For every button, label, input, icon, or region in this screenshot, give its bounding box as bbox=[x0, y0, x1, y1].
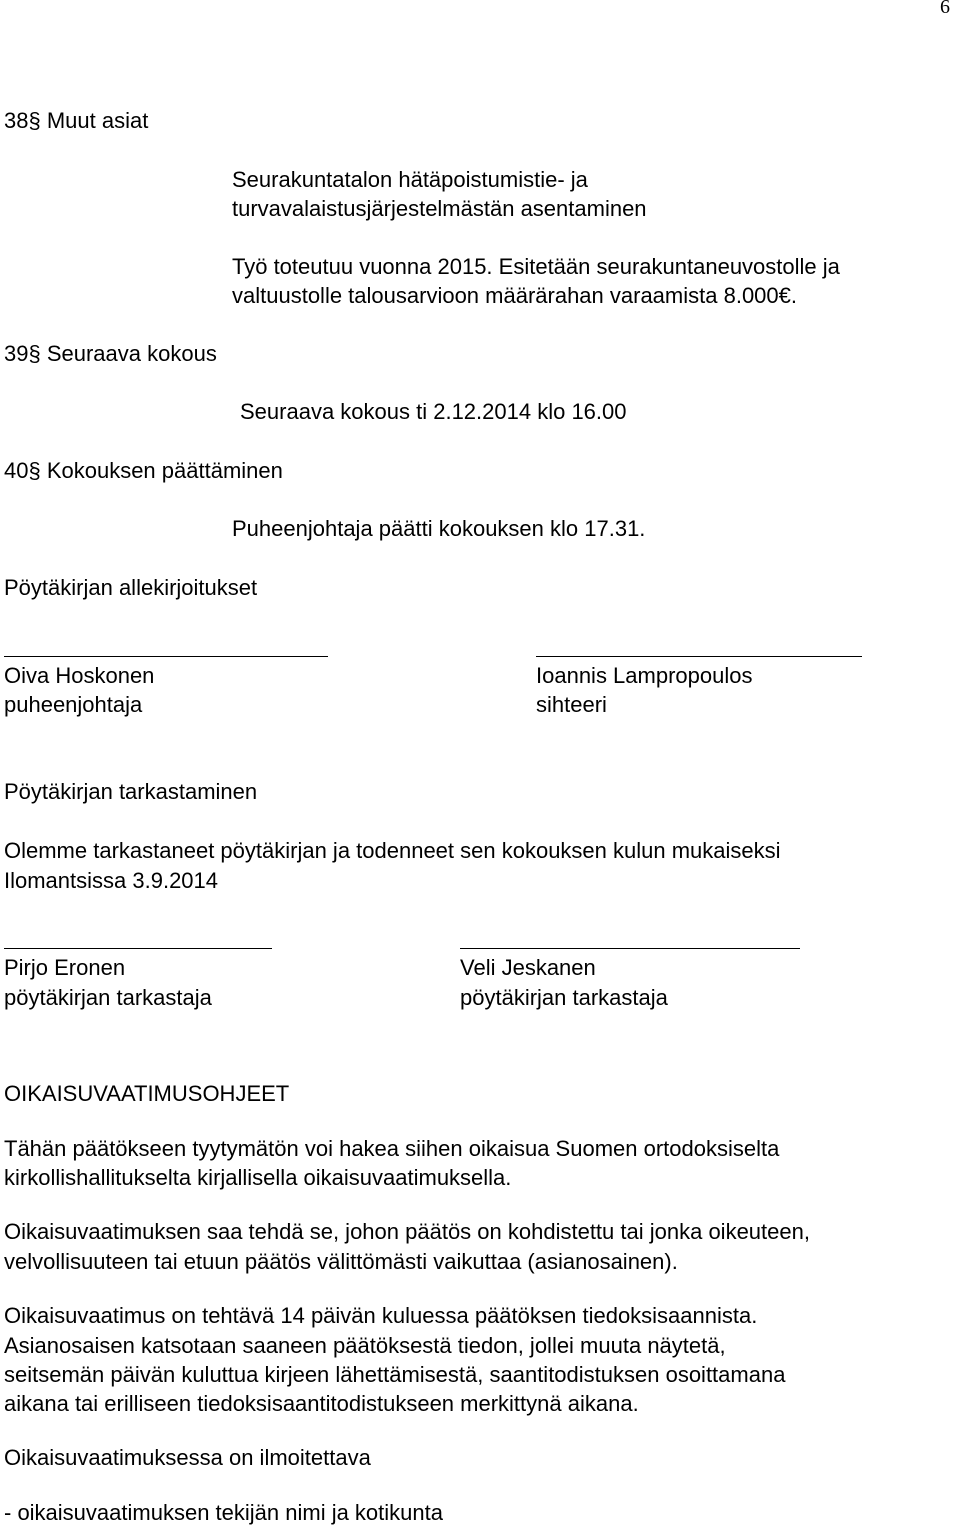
section-38-text-line2: valtuustolle talousarvioon määrärahan varaamista 8.000€. bbox=[232, 283, 797, 308]
appeal-paragraph-1: Tähän päätökseen tyytymätön voi hakea siihen oikaisua Suomen ortodoksiselta bbox=[4, 1136, 780, 1161]
appeal-paragraph-4: Oikaisuvaatimuksessa on ilmoitettava bbox=[4, 1445, 371, 1470]
review-place-date: Ilomantsissa 3.9.2014 bbox=[4, 868, 219, 893]
chair-name: Oiva Hoskonen bbox=[4, 663, 155, 688]
section-38-heading: 38§ Muut asiat bbox=[4, 108, 149, 133]
appeal-heading: OIKAISUVAATIMUSOHJEET bbox=[4, 1081, 290, 1106]
section-38-text: Työ toteutuu vuonna 2015. Esitetään seurakuntaneuvostolle ja bbox=[232, 254, 840, 279]
appeal-paragraph-3-line2: Asianosaisen katsotaan saaneen päätöksestä tiedon, jollei muuta näytetä, bbox=[4, 1333, 726, 1358]
signature-line-reviewer-1 bbox=[4, 948, 272, 949]
chair-role: puheenjohtaja bbox=[4, 692, 143, 717]
reviewer-2-name: Veli Jeskanen bbox=[460, 955, 596, 980]
signature-line-secretary bbox=[536, 656, 862, 657]
reviewer-1-role: pöytäkirjan tarkastaja bbox=[4, 985, 212, 1010]
signature-line-chair bbox=[4, 656, 328, 657]
secretary-role: sihteeri bbox=[536, 692, 607, 717]
section-40-text: Puheenjohtaja päätti kokouksen klo 17.31. bbox=[232, 516, 646, 541]
reviewer-2-role: pöytäkirjan tarkastaja bbox=[460, 985, 668, 1010]
section-40-heading: 40§ Kokouksen päättäminen bbox=[4, 458, 283, 483]
section-38-subject: Seurakuntatalon hätäpoistumistie- ja bbox=[232, 167, 588, 192]
appeal-paragraph-3-line3: seitsemän päivän kuluttua kirjeen lähettämisestä, saantitodistuksen osoittamana bbox=[4, 1362, 786, 1387]
appeal-paragraph-3-line4: aikana tai erilliseen tiedoksisaantitodistukseen merkittynä aikana. bbox=[4, 1391, 639, 1416]
section-39-text: Seuraava kokous ti 2.12.2014 klo 16.00 bbox=[240, 399, 627, 424]
page-number: 6 bbox=[940, 0, 950, 18]
review-heading: Pöytäkirjan tarkastaminen bbox=[4, 779, 258, 804]
appeal-paragraph-1-line2: kirkollishallitukselta kirjallisella oikaisuvaatimuksella. bbox=[4, 1165, 512, 1190]
signatures-heading: Pöytäkirjan allekirjoitukset bbox=[4, 575, 258, 600]
appeal-paragraph-3: Oikaisuvaatimus on tehtävä 14 päivän kuluessa päätöksen tiedoksisaannista. bbox=[4, 1303, 758, 1328]
reviewer-1-name: Pirjo Eronen bbox=[4, 955, 126, 980]
secretary-name: Ioannis Lampropoulos bbox=[536, 663, 753, 688]
appeal-paragraph-2: Oikaisuvaatimuksen saa tehdä se, johon päätös on kohdistettu tai jonka oikeuteen, bbox=[4, 1219, 810, 1244]
review-statement: Olemme tarkastaneet pöytäkirjan ja todenneet sen kokouksen kulun mukaiseksi bbox=[4, 838, 781, 863]
appeal-paragraph-2-line2: velvollisuuteen tai etuun päätös välittömästi vaikuttaa (asianosainen). bbox=[4, 1249, 678, 1274]
signature-line-reviewer-2 bbox=[460, 948, 800, 949]
appeal-list-item: - oikaisuvaatimuksen tekijän nimi ja kotikunta bbox=[4, 1500, 443, 1525]
section-38-subject-line2: turvavalaistusjärjestelmästän asentaminen bbox=[232, 196, 647, 221]
section-39-heading: 39§ Seuraava kokous bbox=[4, 341, 217, 366]
